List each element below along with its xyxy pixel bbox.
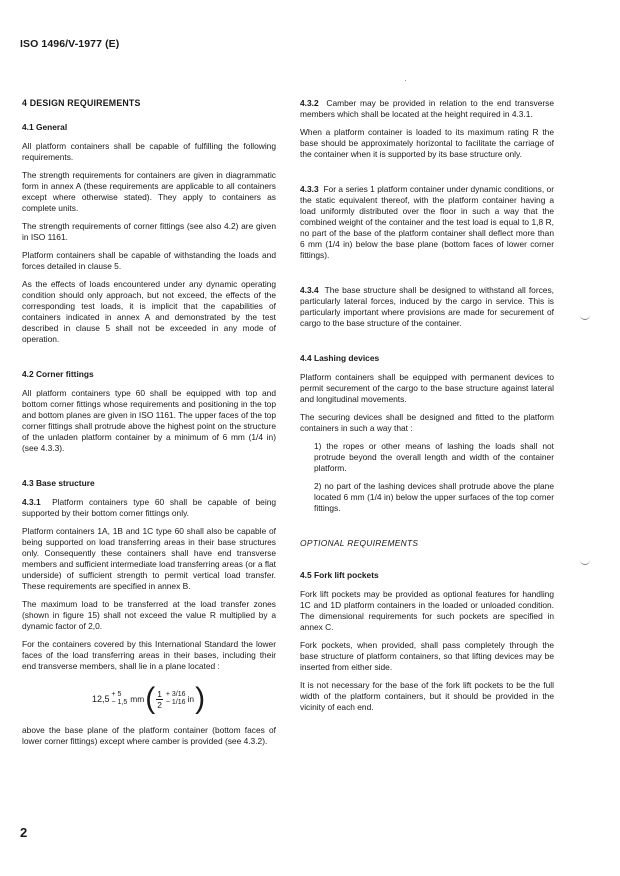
formula-fraction: $\frac{1}{2}$	[157, 688, 162, 710]
formula-in-tolerance: + 3/16 − 1/16	[165, 691, 186, 706]
list-item: 1) the ropes or other means of lashing the loads shall not protrude beyond the overall length and width of the container platform.	[314, 441, 554, 473]
formula-mm-tolerance: + 5 − 1,5	[111, 691, 128, 706]
dimension-formula	[22, 679, 276, 719]
paragraph: The strength requirements of corner fittings (see also 4.2) are given in ISO 1161.	[22, 221, 276, 242]
section-4-3-title: 4.3 Base structure	[22, 478, 95, 488]
paragraph: For the containers covered by this International Standard the lower faces of the load transferring areas in their bases, including their end transverse members, shall lie in a plane located :	[22, 639, 276, 671]
paragraph: Platform containers 1A, 1B and 1C type 60 shall also be capable of being supported on load transferring areas in their base structures only. Consequently these containers shall have end transverse members and sufficient intermediate load transferring areas (or a flat underside) of sufficient strength to permit vertical load transfer. These requirements are specified in annex B.	[22, 526, 277, 591]
formula-paren-open: (	[145, 682, 156, 715]
section-4-title: 4 DESIGN REQUIREMENTS	[22, 98, 141, 108]
paragraph: 4.3.2 Camber may be provided in relation to the end transverse members which shall be located at the height required in 4.3.1.	[300, 98, 554, 119]
paragraph: above the base plane of the platform container (bottom faces of lower corner fittings) except where camber is provided (see 4.3.2).	[22, 725, 276, 746]
section-4-4-title: 4.4 Lashing devices	[300, 353, 380, 363]
formula-paren-close: )	[195, 682, 206, 715]
paragraph: As the effects of loads encountered under any dynamic operating condition should only approach, but not exceed, the effects of the corresponding test loads, it is implicit that the capabilities of containers indicated in annex A and demonstrated by the test described in clause 5 shall not be exceeded in any mode of operation.	[22, 279, 276, 344]
clause-label: 4.3.3	[300, 184, 319, 194]
paragraph: Fork pockets, when provided, shall pass completely through the base structure of platform containers, so that lifting devices may be inserted from either side.	[300, 640, 554, 672]
clause-label: 4.3.1	[22, 497, 41, 507]
scan-speck	[405, 80, 406, 81]
right-column	[300, 98, 554, 720]
margin-mark	[580, 560, 590, 565]
section-4-1-title: 4.1 General	[22, 122, 68, 132]
paragraph: All platform containers type 60 shall be equipped with top and bottom corner fittings whose requirements and positioning in the top and bottom planes are given in ISO 1161. The upper faces of the top corner fittings shall protrude above the highest point on the structure of the unladen platform container by a minimum of 6 mm (1/4 in) (see 4.3.3).	[22, 388, 276, 453]
page-number: 2	[20, 825, 28, 840]
paragraph: Platform containers shall be capable of withstanding the loads and forces detailed in clause 5.	[22, 250, 276, 271]
optional-requirements-title: OPTIONAL REQUIREMENTS	[300, 538, 419, 548]
paragraph: The strength requirements for containers are given in diagrammatic form in annex A (these requirements are applicable to all containers except where otherwise stated). They apply to containers as complete units.	[22, 170, 276, 213]
margin-mark	[580, 315, 590, 320]
paragraph: 4.3.4 The base structure shall be designed to withstand all forces, particularly lateral forces, induced by the cargo in service. This is particularly important where provisions are made for securement of cargo to the base structure of the container.	[300, 285, 554, 328]
paragraph: The securing devices shall be designed and fitted to the platform containers in such a way that :	[300, 412, 554, 433]
paragraph: It is not necessary for the base of the fork lift pockets to be the full width of the platform containers, but it should be provided in the vicinity of each end.	[300, 680, 554, 712]
paragraph: 4.3.1 Platform containers type 60 shall be capable of being supported by their bottom corner fittings only.	[22, 497, 277, 518]
clause-label: 4.3.4	[300, 285, 319, 295]
formula-base: 12,5	[91, 693, 110, 704]
list-item: 2) no part of the lashing devices shall protrude above the plane located 6 mm (1/4 in) below the upper surfaces of the top corner fittings.	[314, 481, 554, 513]
clause-label: 4.3.2	[300, 98, 319, 108]
section-4-5-title: 4.5 Fork lift pockets	[300, 570, 379, 580]
section-4-2-title: 4.2 Corner fittings	[22, 369, 94, 379]
formula-unit-in: in	[187, 693, 195, 704]
paragraph: Fork lift pockets may be provided as optional features for handling 1C and 1D platform containers in the loaded or unloaded condition. The dimensional requirements for such pockets are specified in annex C.	[300, 589, 554, 632]
document-header: ISO 1496/V-1977 (E)	[20, 38, 120, 50]
formula-unit-mm: mm	[130, 693, 145, 704]
paragraph: All platform containers shall be capable of fulfilling the following requirements.	[22, 141, 276, 162]
paragraph: 4.3.3 For a series 1 platform container under dynamic conditions, or the static equivalent thereof, with the platform container having a load uniformly distributed over the floor in such a way that the combined weight of the container and the test load is equal to 1,8 R, no part of the base of the platform container shall deflect more than 6 mm (1/4 in) below the base plane (bottom faces of lower corner fittings).	[300, 184, 554, 260]
paragraph: Platform containers shall be equipped with permanent devices to permit securement of the cargo to the base structure against lateral and longitudinal movements.	[300, 372, 554, 404]
paragraph: The maximum load to be transferred at the load transfer zones (shown in figure 15) shall not exceed the value R multiplied by a dynamic factor of 2,0.	[22, 599, 276, 631]
left-column	[22, 98, 276, 754]
paragraph: When a platform container is loaded to its maximum rating R the base should be approximately horizontal to facilitate the carriage of the container when it is supported by its base structure only.	[300, 127, 554, 159]
